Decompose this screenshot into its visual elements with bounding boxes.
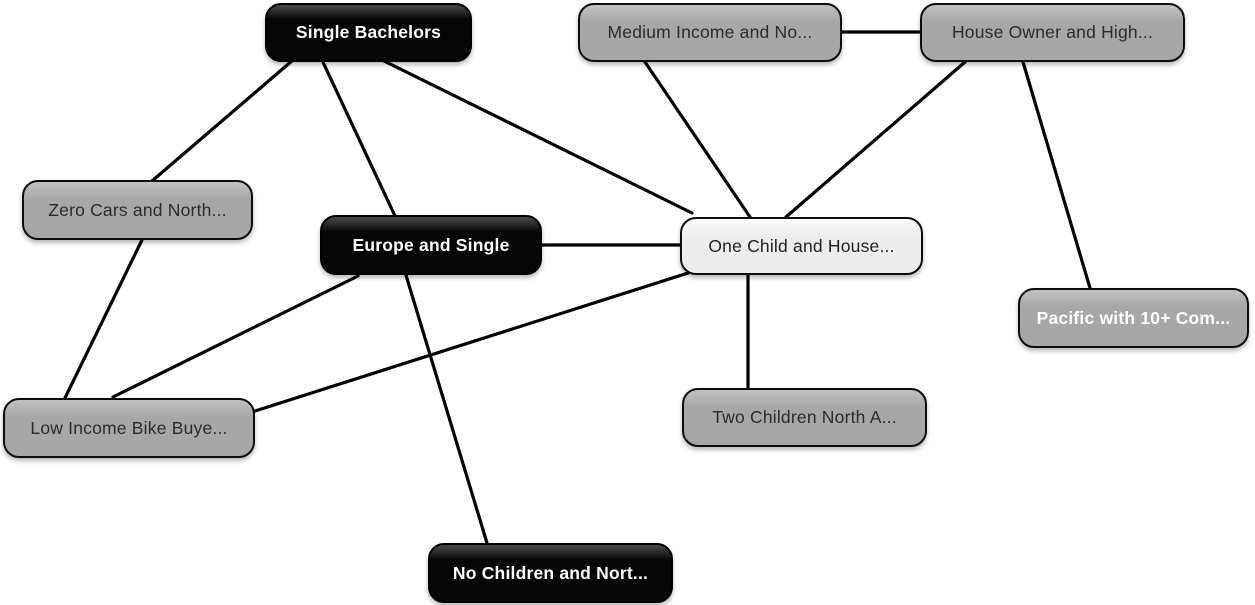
edge-single-bachelors-one-child	[378, 58, 692, 213]
node-label: Europe and Single	[352, 234, 510, 255]
node-label: Medium Income and No...	[607, 22, 813, 42]
node-label: Two Children North A...	[712, 407, 897, 427]
node-europe-single[interactable]	[320, 215, 542, 275]
edge-house-owner-one-child	[786, 62, 965, 217]
edge-single-bachelors-zero-cars	[152, 60, 293, 181]
node-label: Single Bachelors	[295, 22, 442, 42]
node-medium-income[interactable]	[578, 3, 842, 62]
edge-house-owner-pacific	[1023, 62, 1090, 288]
node-low-income[interactable]	[3, 398, 255, 458]
node-label: Pacific with 10+ Com...	[1036, 307, 1231, 328]
node-house-owner[interactable]	[920, 3, 1185, 62]
node-zero-cars[interactable]	[22, 180, 253, 240]
node-two-children[interactable]	[682, 388, 927, 447]
edge-zero-cars-low-income	[65, 240, 142, 398]
edge-single-bachelors-europe-single	[322, 60, 395, 216]
node-no-children[interactable]	[428, 543, 673, 603]
edge-europe-single-low-income	[113, 276, 358, 397]
edge-medium-income-one-child	[645, 62, 750, 217]
edge-europe-single-no-children	[405, 272, 487, 543]
node-label: One Child and House...	[708, 235, 895, 256]
node-label: Zero Cars and North...	[48, 199, 227, 220]
node-single-bachelors[interactable]	[265, 3, 472, 62]
node-label: No Children and Nort...	[452, 562, 649, 583]
node-label: House Owner and High...	[951, 22, 1154, 42]
node-label: Low Income Bike Buye...	[30, 417, 228, 438]
node-one-child[interactable]	[680, 217, 923, 275]
node-pacific[interactable]	[1018, 288, 1249, 348]
